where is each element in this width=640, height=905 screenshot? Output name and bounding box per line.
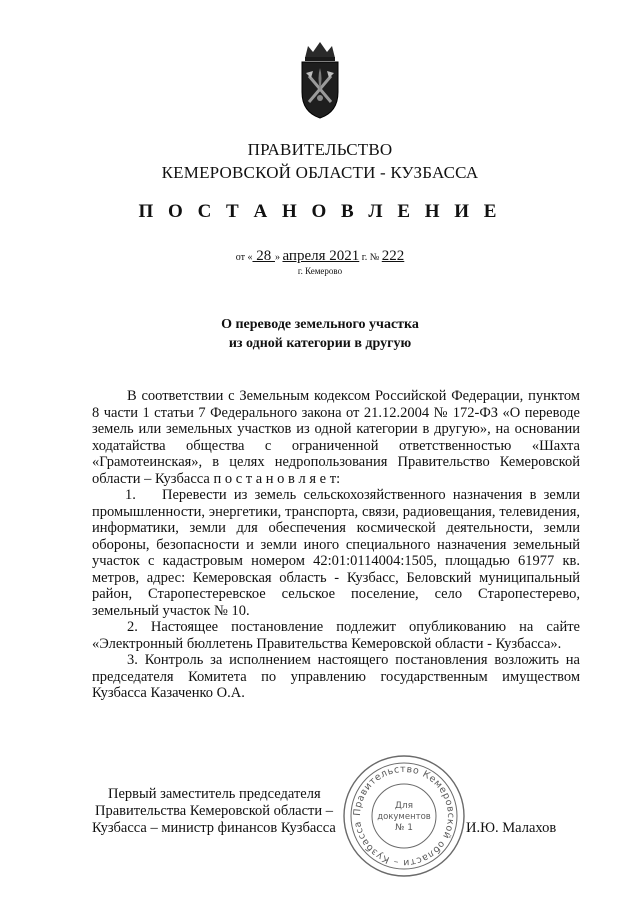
date-prefix: от « <box>235 252 253 263</box>
date-number-line <box>0 248 640 265</box>
date-month-year: апреля 2021 <box>282 248 360 264</box>
date-suffix: г. № <box>359 252 382 263</box>
seal-center-line2: документов <box>377 812 431 822</box>
item-1-number: 1. <box>125 487 136 503</box>
seal-ring-text: Правительство Кемеровской области – Кузбасса <box>351 763 457 869</box>
date-mid: » <box>274 252 283 263</box>
government-title-line2: КЕМЕРОВСКОЙ ОБЛАСТИ - КУЗБАССА <box>161 163 479 182</box>
item-2-paragraph: 2. Настоящее постановление подлежит опубликованию на сайте «Электронный бюллетень Правительства Кемеровской области - Кузбасса». <box>92 619 580 652</box>
document-number: 222 <box>381 248 405 264</box>
signatory-title-line1: Первый заместитель председателя <box>108 786 321 802</box>
signatory-title-line3: Кузбасса – министр финансов Кузбасса <box>92 820 336 836</box>
coat-of-arms-emblem <box>297 40 343 120</box>
signatory-title-line2: Правительства Кемеровской области – <box>95 803 334 819</box>
signatory-name: И.Ю. Малахов <box>466 820 557 836</box>
seal-center-line1: Для <box>394 801 414 811</box>
city: г. Кемерово <box>297 266 343 276</box>
official-seal-stamp <box>340 752 468 880</box>
item-1-paragraph <box>92 487 580 619</box>
subject-line2: из одной категории в другую <box>228 336 412 351</box>
preamble-paragraph: В соответствии с Земельным кодексом Российской Федерации, пунктом 8 части 1 статьи 7 Федерального закона от 21.12.2004 № 172-ФЗ «О переводе земель или земельных участков из одной категории в другую», на основании ходатайства общества с ограниченной ответственностью «Шахта «Грамотеинская», в целях недропользования Правительство Кемеровской области – Кузбасса п о с т а н о в л я е т: <box>92 388 580 487</box>
subject-line1: О переводе земельного участка <box>221 317 419 332</box>
date-day: 28 <box>252 248 275 264</box>
document-type-heading: П О С Т А Н О В Л Е Н И Е <box>138 201 502 222</box>
government-title-line1: ПРАВИТЕЛЬСТВО <box>247 140 393 159</box>
document-body <box>92 388 580 702</box>
seal-center-line3: № 1 <box>395 823 413 833</box>
item-1-text: Перевести из земель сельскохозяйственного назначения в земли промышленности, энергетики, транспорта, связи, радиовещания, телевидения, информатики, земли для обеспечения космической деятельности, земли обороны, безопасности и земли иного специального назначения земельный участок с кадастровым номером 42:01:0114004:1505, площадью 61977 кв. метров, адрес: Кемеровская область - Кузбасс, Беловский муниципальный район, Старопестеревское сельское поселение, село Старопестерево, земельный участок № 10. <box>92 487 580 619</box>
item-3-paragraph: 3. Контроль за исполнением настоящего постановления возложить на председателя Комитета по управлению государственным имуществом Кузбасса Казаченко О.А. <box>92 652 580 701</box>
